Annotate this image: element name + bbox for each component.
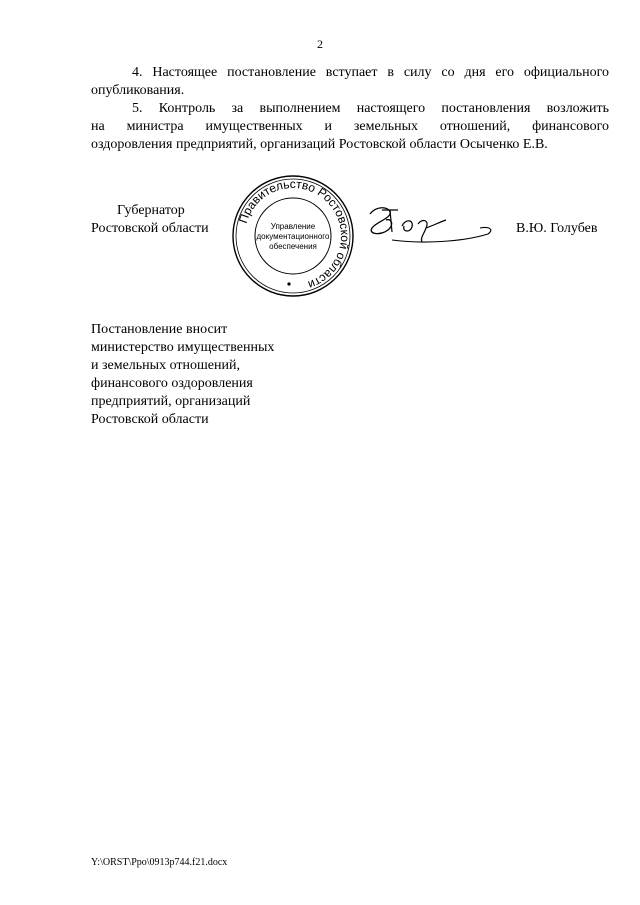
paragraph-5-line-3: оздоровления предприятий, организаций Ростовской области Осыченко Е.В. [91,137,548,152]
note-line-3: и земельных отношений, [91,358,240,373]
official-seal-icon [231,174,355,298]
paragraph-5-line-1: 5. Контроль за выполнением настоящего постановления возложить [132,101,609,116]
seal-inner-line-3: обеспечения [269,242,317,251]
file-path-footer: Y:\ORST\Ppo\0913p744.f21.docx [91,857,228,868]
note-line-1: Постановление вносит [91,322,228,337]
paragraph-4-line-1: 4. Настоящее постановление вступает в силу со дня его официального [132,65,609,80]
note-line-5: предприятий, организаций [91,394,251,409]
note-line-6: Ростовской области [91,412,209,427]
note-line-2: министерство имущественных [91,340,275,355]
paragraph-5-line-2: на министра имущественных и земельных отношений, финансового [91,119,609,134]
seal-inner-line-1: Управление [270,222,316,231]
handwritten-signature-icon [362,200,497,250]
seal-inner-line-2: документационного [256,232,330,241]
seal-outer-text: Правительство Ростовской области [235,176,353,293]
paragraph-4-line-2: опубликования. [91,83,185,98]
note-line-4: финансового оздоровления [91,376,253,391]
signatory-title-line-2: Ростовской области [91,221,209,236]
page-number: 2 [317,37,323,51]
signatory-title-line-1: Губернатор [117,203,185,218]
signatory-name: В.Ю. Голубев [516,221,598,236]
